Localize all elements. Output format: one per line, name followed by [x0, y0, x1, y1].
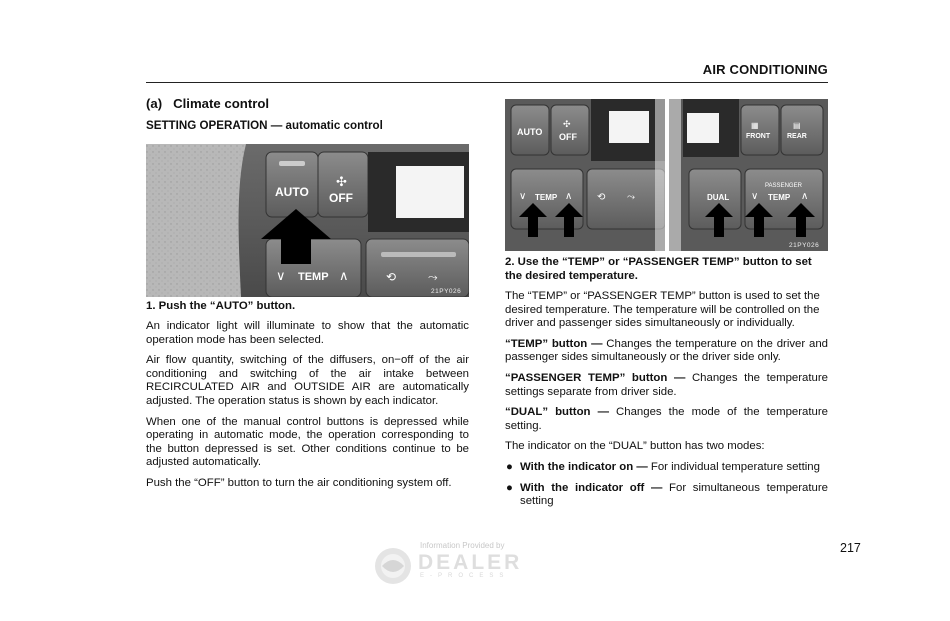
page-number: 217: [840, 541, 861, 555]
fan-icon: ✣: [336, 174, 347, 189]
step-1: 1. Push the “AUTO” button.: [146, 300, 296, 312]
watermark-brand: DEALER: [418, 551, 523, 574]
list-item: [505, 461, 828, 475]
header-rule: [146, 82, 828, 83]
right-body: [505, 290, 828, 509]
front-label: FRONT: [746, 133, 771, 140]
definition-passenger-temp: [505, 372, 828, 399]
definition: Changes the temperature on the driver and passenger sides simultaneously or the driver side only.: [505, 337, 828, 364]
paragraph: Push the “OFF” button to turn the air conditioning system off.: [146, 476, 452, 489]
passenger-temp-label: TEMP: [768, 193, 791, 202]
term: “DUAL” button —: [505, 406, 609, 419]
fan-icon: ✣: [563, 119, 571, 129]
term: With the indicator off —: [520, 481, 663, 494]
definition-dual: [505, 406, 828, 433]
term: “PASSENGER TEMP” button —: [505, 371, 686, 384]
section-title: AIR CONDITIONING: [702, 62, 828, 77]
auto-label: AUTO: [517, 127, 543, 137]
dual-label: DUAL: [707, 193, 730, 202]
section-heading: (a) Climate control: [146, 96, 270, 111]
bullet-icon: ●: [506, 481, 513, 494]
temp-down-icon: ∨: [519, 191, 527, 202]
temp-down-icon: ∨: [276, 268, 286, 283]
rear-label: REAR: [787, 133, 807, 140]
figure-code: 21PY026: [789, 242, 820, 249]
definition: Changes the mode of the temperature setting.: [505, 406, 828, 432]
outside-air-icon: ⤳: [428, 270, 438, 284]
auto-label: AUTO: [275, 185, 309, 199]
left-body: [146, 320, 469, 491]
paragraph: Air flow quantity, switching of the diffusers, on−off of the air conditioning and switching of the air intake between RECIRCULATED AIR and OUTSIDE AIR are automatically adjusted. The operation status is shown by each indicator.: [146, 354, 469, 407]
watermark-caption: Information Provided by: [420, 541, 505, 550]
temp-up-icon: ∧: [339, 268, 349, 283]
list-item: [505, 482, 828, 509]
off-label: OFF: [559, 132, 577, 142]
temp-button-figure: [505, 99, 665, 251]
paragraph: When one of the manual control buttons is depressed while operating in automatic mode, the operation corresponding to the button depressed is set. Other conditions continue to be adjusted automatically.: [146, 415, 469, 469]
auto-button-figure: [146, 144, 469, 297]
passenger-temp-up-icon: ∧: [801, 191, 809, 202]
subheading: SETTING OPERATION — automatic control: [146, 119, 383, 132]
rear-defrost-icon: ▤: [793, 121, 801, 130]
watermark-subtitle: E-PROCESS: [420, 573, 510, 579]
definition: For simultaneous temperature setting: [520, 481, 828, 508]
figure-code: 21PY026: [431, 288, 462, 295]
outside-air-icon: ⤳: [627, 192, 635, 203]
front-defrost-icon: ▦: [751, 121, 759, 130]
temp-label: TEMP: [298, 271, 329, 283]
temp-label: TEMP: [535, 193, 558, 202]
recirculate-icon: ⟲: [597, 192, 606, 203]
passenger-label: PASSENGER: [765, 183, 802, 189]
bullet-icon: ●: [506, 460, 513, 473]
temp-up-icon: ∧: [565, 191, 573, 202]
off-label: OFF: [329, 191, 353, 205]
passenger-temp-down-icon: ∨: [751, 191, 759, 202]
paragraph: The indicator on the “DUAL” button has two modes:: [505, 440, 765, 453]
step-2: 2. Use the “TEMP” or “PASSENGER TEMP” button to set the desired temperature.: [505, 256, 812, 282]
definition: For individual temperature setting: [647, 460, 820, 473]
recirculate-icon: ⟲: [386, 270, 397, 284]
definition: Changes the temperature settings separate from driver side.: [505, 371, 829, 398]
term: “TEMP” button —: [505, 337, 603, 350]
paragraph: An indicator light will illuminate to show that the automatic operation mode has been selected.: [146, 320, 469, 346]
passenger-temp-figure: [669, 99, 828, 251]
paragraph: The “TEMP” or “PASSENGER TEMP” button is used to set the desired temperature. The temperature will be controlled on the driver and passenger sides simultaneously or individually.: [505, 290, 820, 330]
definition-temp: [505, 338, 828, 365]
term: With the indicator on —: [520, 460, 648, 473]
